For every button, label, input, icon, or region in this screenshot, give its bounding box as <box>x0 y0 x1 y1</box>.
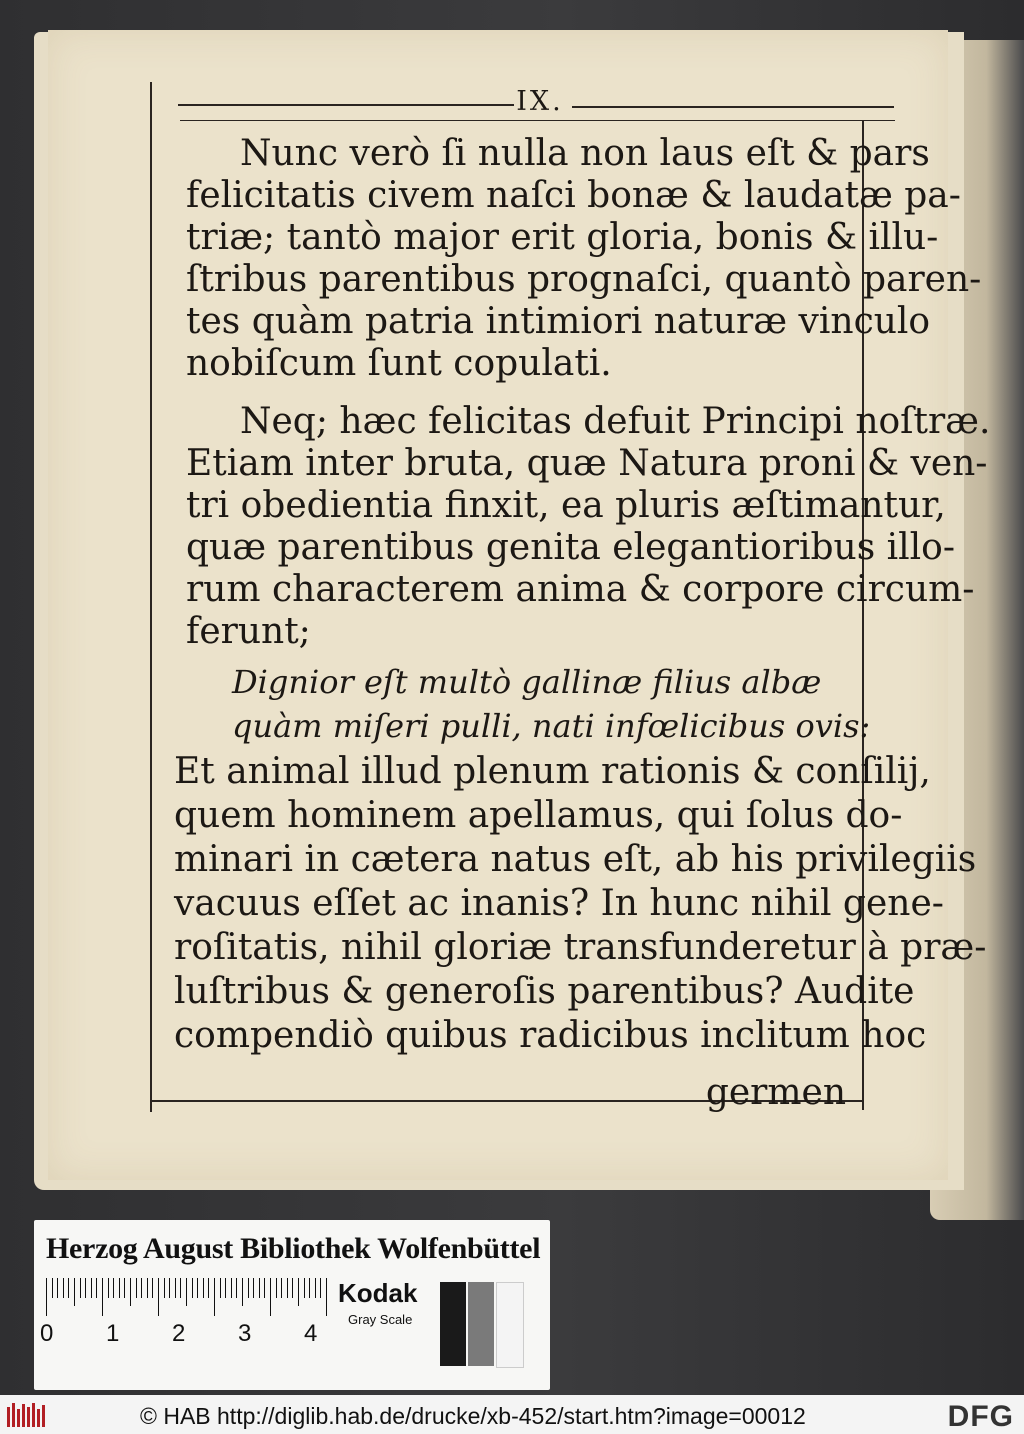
text-line: rum characterem anima & corpore circum- <box>186 569 975 610</box>
text-line: quem hominem apellamus, qui ſolus do- <box>174 795 903 836</box>
text-line: felicitatis civem naſci bonæ & laudatæ pa- <box>186 175 961 216</box>
ruler-tick <box>147 1278 148 1298</box>
ruler-tick <box>304 1278 305 1298</box>
ruler-number: 0 <box>40 1320 54 1347</box>
ruler-number: 1 <box>106 1320 120 1347</box>
catchword: germen <box>705 1072 846 1113</box>
ruler-tick <box>124 1278 125 1298</box>
ruler-tick <box>270 1278 271 1316</box>
ruler-number: 2 <box>172 1320 186 1347</box>
ruler-tick <box>276 1278 277 1298</box>
ruler-tick <box>259 1278 260 1298</box>
ruler-tick <box>158 1278 159 1316</box>
copyright-link[interactable]: © HAB http://diglib.hab.de/drucke/xb-452/start.htm?image=00012 <box>140 1403 806 1429</box>
text-line: minari in cætera natus eſt, ab his privilegiis <box>174 839 977 880</box>
ruler-tick <box>141 1278 142 1298</box>
ruler-tick <box>220 1278 221 1298</box>
ruler-tick <box>130 1278 131 1306</box>
text-line: Etiam inter bruta, quæ Natura proni & ven- <box>186 443 988 484</box>
frame-left <box>150 82 152 1112</box>
kodak-brand: Kodak <box>338 1278 418 1308</box>
ruler-tick <box>264 1278 265 1298</box>
ruler-number: 4 <box>304 1320 318 1347</box>
text-line: compendiò quibus radicibus inclitum hoc <box>174 1015 927 1056</box>
ruler-tick <box>281 1278 282 1298</box>
ruler-tick <box>180 1278 181 1298</box>
header-rule-lower <box>180 120 895 121</box>
ruler-tick <box>248 1278 249 1298</box>
ruler-tick <box>68 1278 69 1298</box>
ruler-tick <box>85 1278 86 1298</box>
dfg-logo: DFG <box>947 1400 1014 1433</box>
ruler-tick <box>315 1278 316 1298</box>
ruler-tick <box>298 1278 299 1306</box>
ruler-tick <box>225 1278 226 1298</box>
page-number: IX. <box>516 86 564 117</box>
text-line: Et animal illud plenum rationis & conſilij, <box>174 751 931 792</box>
text-line: tri obedientia finxit, ea pluris æſtimantur, <box>186 485 946 526</box>
ruler-tick <box>169 1278 170 1298</box>
ruler-tick <box>119 1278 120 1298</box>
ruler-tick <box>236 1278 237 1298</box>
text-line: tes quàm patria intimiori naturæ vinculo <box>186 301 931 342</box>
text-line: triæ; tantò major erit gloria, bonis & illu- <box>186 217 939 258</box>
text-line: ferunt; <box>186 611 311 652</box>
text-line: quæ parentibus genita elegantioribus illo- <box>186 527 955 568</box>
text-line: roſitatis, nihil gloriæ transfunderetur à præ- <box>174 927 987 968</box>
swatch-white <box>496 1282 524 1368</box>
text-line: Neq; hæc felicitas defuit Principi noſtræ. <box>240 401 991 442</box>
swatch-black <box>440 1282 466 1366</box>
ruler-tick <box>214 1278 215 1316</box>
ruler-tick <box>52 1278 53 1298</box>
ruler-tick <box>63 1278 64 1298</box>
verse-line: quàm miſeri pulli, nati infœlicibus ovis: <box>232 707 871 745</box>
ruler-tick <box>208 1278 209 1298</box>
ruler-tick <box>287 1278 288 1298</box>
ruler-tick <box>197 1278 198 1298</box>
header-rule-right <box>572 106 894 108</box>
ruler-tick <box>192 1278 193 1298</box>
ruler-tick <box>91 1278 92 1298</box>
ruler-tick <box>74 1278 75 1306</box>
text-line: Nunc verò ſi nulla non laus eſt & pars <box>240 133 930 174</box>
ruler-tick <box>152 1278 153 1298</box>
text-line: nobiſcum ſunt copulati. <box>186 343 612 384</box>
ruler-tick <box>136 1278 137 1298</box>
library-name: Herzog August Bibliothek Wolfenbüttel <box>46 1232 541 1265</box>
ruler-tick <box>175 1278 176 1298</box>
ruler-tick <box>253 1278 254 1298</box>
text-line: luſtribus & generoſis parentibus? Audite <box>174 971 915 1012</box>
text-line: ſtribus parentibus prognaſci, quantò paren- <box>186 259 982 300</box>
ruler-tick <box>108 1278 109 1298</box>
header-rule-left <box>178 104 514 106</box>
ruler-number: 3 <box>238 1320 252 1347</box>
ruler-tick <box>242 1278 243 1306</box>
ruler-tick <box>57 1278 58 1298</box>
ruler-tick <box>164 1278 165 1298</box>
ruler-tick <box>102 1278 103 1316</box>
ruler-tick <box>186 1278 187 1306</box>
hab-bars-icon <box>6 1401 48 1429</box>
ruler-tick <box>96 1278 97 1298</box>
ruler-tick <box>326 1278 327 1316</box>
ruler-tick <box>80 1278 81 1298</box>
ruler-scale <box>46 1278 346 1318</box>
ruler-tick <box>231 1278 232 1298</box>
text-line: vacuus eſſet ac inanis? In hunc nihil gene- <box>174 883 944 924</box>
ruler-tick <box>46 1278 47 1316</box>
ruler-tick <box>203 1278 204 1298</box>
verse-line: Dignior eſt multò gallinæ filius albæ <box>232 663 822 701</box>
ruler-tick <box>320 1278 321 1298</box>
gray-scale-label: Gray Scale <box>348 1312 413 1327</box>
swatch-gray <box>468 1282 494 1366</box>
library-label <box>34 1220 550 1390</box>
ruler-tick <box>292 1278 293 1298</box>
ruler-tick <box>309 1278 310 1298</box>
ruler-tick <box>113 1278 114 1298</box>
